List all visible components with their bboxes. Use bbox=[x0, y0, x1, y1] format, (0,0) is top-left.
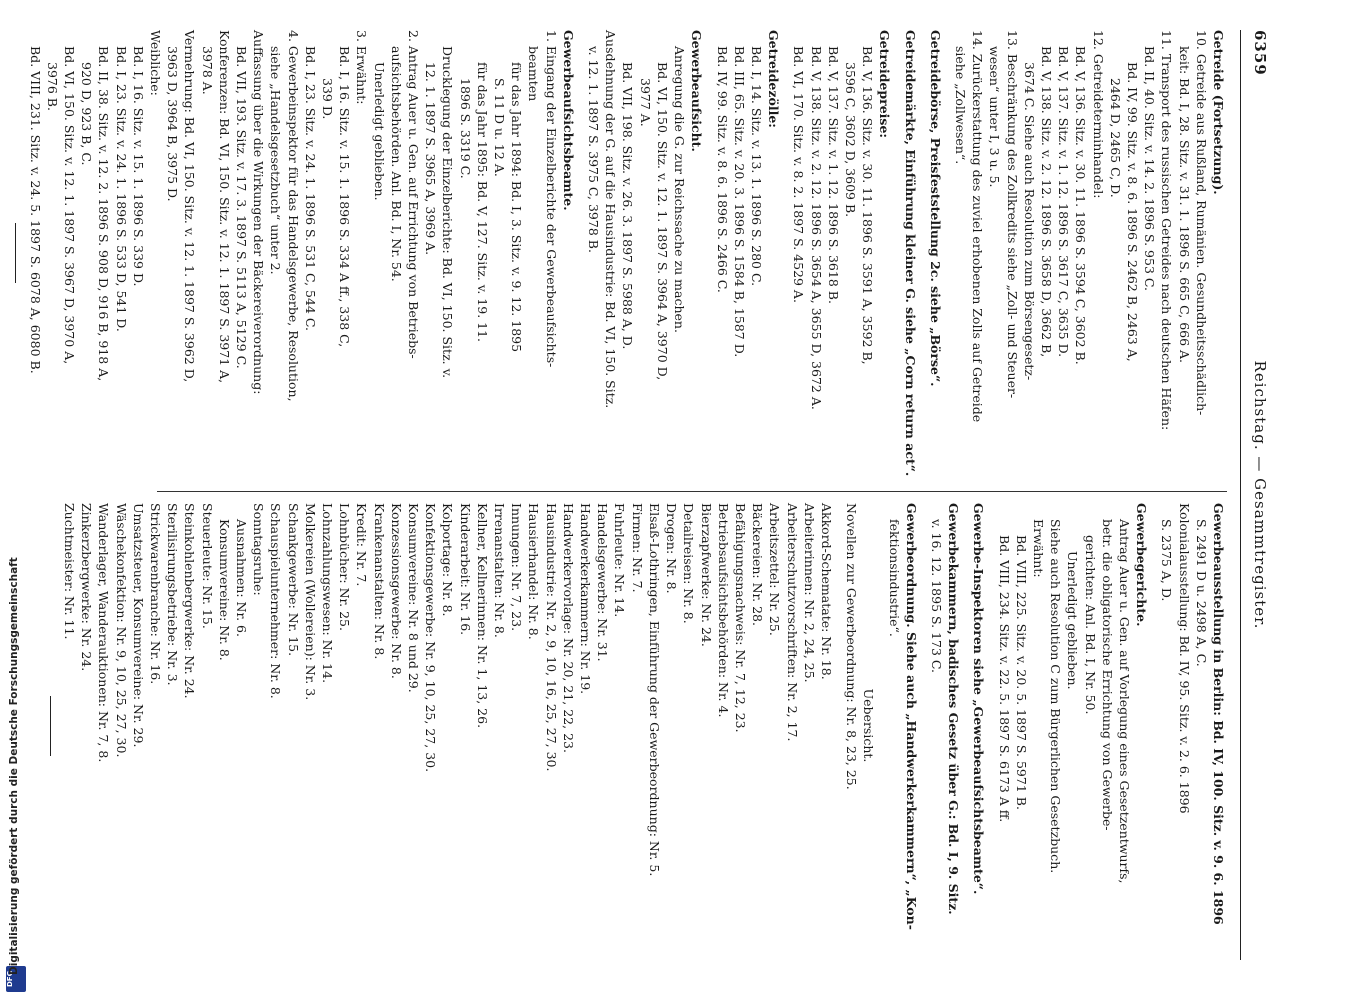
index-line: Bd. VIII, 234. Sitz. v. 22. 5. 1897 S. 6173 A ff. bbox=[996, 535, 1012, 823]
index-line: Kellner, Kellnerinnen: Nr. 1, 13, 26. bbox=[474, 503, 490, 729]
index-line: wesen“ unter I, 3 u. 5. bbox=[987, 46, 1003, 188]
index-line: Bd. VII, 198. Sitz. v. 26. 3. 1897 S. 5988 A, D. bbox=[620, 62, 636, 350]
index-line bbox=[987, 503, 995, 948]
index-line: Bd. I, 23. Sitz. v. 24. 1. 1896 S. 533 D, 541 D. bbox=[113, 46, 129, 332]
index-line: Unerledigt geblieben. bbox=[1065, 551, 1081, 690]
index-line: Zuchtmeister: Nr. 11. bbox=[62, 503, 77, 640]
index-line: Firmen: Nr. 7. bbox=[629, 503, 645, 593]
index-line: Lohnzahlungswesen: Nr. 14. bbox=[320, 503, 336, 684]
document-page bbox=[27, 30, 1293, 960]
index-line: keit: Bd. I, 28. Sitz. v. 31. 1. 1896 S. 665 C, 666 A. bbox=[1176, 46, 1192, 364]
index-line: Molkereien (Wollereien): Nr. 3. bbox=[302, 503, 318, 701]
index-line: 12. 1. 1897 S. 3965 A, 3969 A. bbox=[423, 62, 439, 256]
index-line: Erwähnt: bbox=[1030, 519, 1046, 578]
index-line: für das Jahr 1894: Bd. I, 3. Sitz. v. 9. 12. 1895 bbox=[509, 62, 525, 353]
index-line bbox=[577, 30, 585, 475]
index-line: Drucklegung der Einzelberichte: Bd. VI, 150. Sitz. v. bbox=[440, 46, 456, 379]
index-line: 2. Antrag Auer u. Gen. auf Errichtung von Betriebs- bbox=[406, 30, 422, 359]
index-line: Schauspielunternehmer: Nr. 8. bbox=[268, 503, 284, 699]
index-line: Konzessionsgewerbe: Nr. 8. bbox=[388, 503, 404, 679]
index-line: Bd. V, 137. Sitz. v. 1. 12. 1896 S. 3618 B. bbox=[825, 46, 841, 304]
index-line: Bd. IV, 99. Sitz. v. 8. 6. 1896 S. 2462 B, 2463 A, bbox=[1124, 62, 1140, 362]
index-line: 920 D, 923 B, C. bbox=[79, 62, 95, 166]
index-line: Auffassung über die Wirkungen der Bäckereiverordnung: bbox=[251, 30, 267, 395]
index-line: Sterilisirungsbetriebe: Nr. 3. bbox=[165, 503, 181, 686]
index-line bbox=[1150, 503, 1158, 948]
index-line: 2464 D, 2465 C, D. bbox=[1107, 78, 1123, 198]
index-line: S. 2375 A, D. bbox=[1159, 519, 1175, 602]
index-line: Sonntagsruhe: bbox=[251, 503, 267, 596]
index-line: Bd. I, 16. Sitz. v. 15. 1. 1896 S. 339 D. bbox=[130, 46, 146, 287]
index-line: S. 11 D u. 12 A. bbox=[492, 78, 508, 177]
index-heading: Getreidemärkte, Einführung kleiner G. siehe „Corn return act“. bbox=[902, 30, 918, 477]
index-line: Bd. V, 136. Sitz. v. 30. 11. 1896 S. 3591 A, 3592 B, bbox=[860, 46, 876, 365]
index-line: Kredit: Nr. 7. bbox=[354, 503, 370, 587]
index-line: Bd. VI, 170. Sitz. v. 8. 2. 1897 S. 4529 A. bbox=[791, 46, 807, 303]
index-line: Unerledigt geblieben. bbox=[371, 62, 387, 201]
index-column-right bbox=[62, 503, 1227, 948]
index-line: Vermehrung: Bd. VI, 150. Sitz. v. 12. 1. 1897 S. 3962 D, bbox=[182, 30, 198, 383]
index-heading: Getreidepreise: bbox=[877, 30, 893, 139]
index-heading: Gewerbe-Inspektoren siehe „Gewerbeaufsichtsbeamte“. bbox=[971, 503, 987, 895]
index-line: Bd. I, 14. Sitz. v. 13. 1. 1896 S. 280 C. bbox=[748, 46, 764, 287]
index-line: Detailreisen: Nr. 8. bbox=[681, 503, 697, 624]
index-heading: Gewerbegerichte. bbox=[1134, 503, 1150, 627]
index-line: v. 16. 12. 1895 S. 173 C. bbox=[928, 519, 944, 674]
index-line: Bd. V, 137. Sitz. v. 1. 12. 1896 S. 3617 C, 3635 D. bbox=[1056, 46, 1072, 358]
index-line: 4. Gewerbeinspektor für das Handelsgewerbe, Resolution, bbox=[285, 30, 301, 402]
index-line: Lohnbücher: Nr. 25. bbox=[337, 503, 353, 631]
index-line: fektionsindustrie“. bbox=[886, 519, 902, 637]
index-line: Bd. II, 38. Sitz. v. 12. 2. 1896 S. 908 D, 916 B, 918 A, bbox=[96, 46, 112, 382]
index-line: Innungen: Nr. 7, 23. bbox=[509, 503, 525, 632]
index-line: siehe „Handelsgesetzbuch“ unter 2. bbox=[268, 46, 284, 275]
index-line: Antrag Auer u. Gen. auf Vorlegung eines Gesetzentwurfs, bbox=[1116, 519, 1132, 884]
digitization-credit bbox=[8, 0, 26, 1000]
page-number: 6359 bbox=[1251, 30, 1269, 76]
index-line: Bd. V, 138. Sitz. v. 2. 12. 1896 S. 3654 A, 3655 D, 3672 A. bbox=[808, 46, 824, 410]
index-heading: Gewerbeausstellung in Berlin: Bd. IV, 100. Sitz. v. 9. 6. 1896 bbox=[1211, 503, 1226, 925]
index-line: Bd. II, 40. Sitz. v. 14. 2. 1896 S. 953 C. bbox=[1142, 46, 1158, 291]
index-line: Bd. III, 65. Sitz. v. 20. 3. 1896 S. 1584 B, 1587 D. bbox=[731, 46, 747, 358]
index-line: 10. Getreide aus Rußland, Rumänien. Gesundheitsschädlich- bbox=[1193, 30, 1209, 416]
index-line: Arbeiterinnen: Nr. 2, 24, 25. bbox=[801, 503, 817, 683]
index-line: Bd. VIII, 231. Sitz. v. 24. 5. 1897 S. 6078 A, 6080 B. bbox=[27, 46, 43, 374]
index-line: Irrenanstalten: Nr. 8. bbox=[492, 503, 508, 638]
index-line: Befähigungsnachweis: Nr. 7, 12, 23. bbox=[732, 503, 748, 733]
index-line: Fuhrleute: Nr. 14. bbox=[612, 503, 628, 618]
index-line: Arbeitszettel: Nr. 25. bbox=[767, 503, 783, 636]
index-line: Ausnahmen: Nr. 6. bbox=[234, 519, 250, 637]
index-line: 1896 S. 3319 C. bbox=[457, 78, 473, 179]
index-line: siehe „Zollwesen“. bbox=[952, 46, 968, 165]
index-heading: Getreidebörse, Preisfeststellung 2c. siehe „Börse“. bbox=[927, 30, 943, 387]
index-line: Bd. VI, 150. Sitz. v. 12. 1. 1897 S. 3964 A, 3970 D, bbox=[654, 62, 670, 381]
index-line: 3978 A. bbox=[199, 46, 215, 95]
index-line: Kolonialausstellung: Bd. IV, 95. Sitz. v. 2. 6. 1896 bbox=[1176, 503, 1192, 814]
index-line: Betriebsaufsichtsbehörden: Nr. 4. bbox=[715, 503, 731, 718]
index-line: Hausindustrie: Nr. 2, 9, 10, 16, 25, 27, 30. bbox=[543, 503, 559, 772]
index-line: 3963 D, 3964 B, 3975 D. bbox=[165, 46, 181, 202]
index-line: aufsichtsbehörden. Anl. Bd. I, Nr. 54. bbox=[388, 46, 404, 282]
index-line: 3977 A. bbox=[637, 78, 653, 127]
index-line: Akkord-Schematate: Nr. 18. bbox=[818, 503, 834, 680]
dfg-logo-icon: DFG bbox=[6, 966, 26, 992]
index-line: beamten bbox=[526, 46, 542, 102]
index-column-left bbox=[27, 30, 1227, 477]
index-line: für das Jahr 1895: Bd. V, 127. Sitz. v. 19. 11. bbox=[474, 62, 490, 343]
index-line: Novellen zur Gewerbeordnung: Nr. 8, 23, 25. bbox=[844, 503, 860, 790]
index-line: Krankenanstalten: Nr. 8. bbox=[371, 503, 387, 660]
index-line: Bd. I, 16. Sitz. v. 15. 1. 1896 S. 334 A ff., 338 C, bbox=[337, 46, 353, 348]
index-line: 11. Transport des russischen Getreides nach deutschen Häfen: bbox=[1159, 30, 1175, 431]
index-line: Zinkerzbergwerke: Nr. 24. bbox=[79, 503, 95, 672]
index-heading: Gewerbeaufsichtsbeamte. bbox=[560, 30, 576, 211]
index-line: Steuerleute: Nr. 15. bbox=[199, 503, 215, 629]
column-divider bbox=[157, 491, 1227, 492]
index-heading: Getreide (Fortsetzung). bbox=[1211, 30, 1226, 195]
index-line: S. 2491 D u. 2498 A, C. bbox=[1193, 519, 1209, 667]
index-line bbox=[919, 30, 927, 475]
index-line: Handwerkerkammern: Nr. 19. bbox=[578, 503, 594, 695]
index-line: 12. Getreideterminhandel: bbox=[1090, 30, 1106, 199]
index-line: Weibliche: bbox=[148, 30, 164, 96]
index-line: Bd. IV, 99. Sitz. v. 8. 6. 1896 S. 2466 C. bbox=[714, 46, 730, 293]
index-line: Wäschekonfektion: Nr. 9, 10, 25, 27, 30. bbox=[113, 503, 129, 758]
index-line: Wanderlager, Wanderauktionen: Nr. 7, 8. bbox=[96, 503, 112, 763]
index-line bbox=[782, 30, 790, 475]
index-line: 1. Eingang der Einzelberichte der Gewerbeaufsichts- bbox=[543, 30, 559, 368]
index-line: 3596 C, 3602 D, 3609 B. bbox=[842, 62, 858, 218]
index-heading: Gewerbekammern, badisches Gesetz über G.: Bd. I, 9. Sitz. bbox=[946, 503, 962, 915]
index-line: 339 D. bbox=[320, 78, 336, 120]
index-heading: Gewerbeaufsicht. bbox=[689, 30, 705, 152]
index-line: Bd. V, 138. Sitz. v. 2. 12. 1896 S. 3658 D, 3662 B, bbox=[1038, 46, 1054, 358]
index-line: Arbeiterschutzvorschriften: Nr. 2, 17. bbox=[784, 503, 800, 742]
index-line bbox=[962, 503, 970, 948]
digitization-credit-text: Digitalisierung gefördert durch die Deutsche Forschungsgemeinschaft bbox=[8, 557, 20, 975]
index-line bbox=[835, 503, 843, 948]
index-line: Bd. I, 23. Sitz. v. 24. 1. 1896 S. 531 C, 544 C. bbox=[302, 46, 318, 331]
index-line: Uebersicht. bbox=[861, 688, 877, 763]
index-line: Bd. VIII, 225. Sitz. v. 20. 5. 1897 S. 5971 B. bbox=[1013, 535, 1029, 810]
index-line: Umsatzsteuer, Konsumvereine: Nr. 29. bbox=[130, 503, 146, 748]
index-line: Konsumvereine: Nr. 8. bbox=[216, 519, 232, 661]
index-line: Handelsgewerbe: Nr. 31. bbox=[595, 503, 611, 662]
index-heading: Gewerbeordnung. Siehe auch „Handwerkerkammern“, „Kon- bbox=[903, 503, 919, 930]
index-line bbox=[877, 503, 885, 948]
index-line: Steinkohlenbergwerke: Nr. 24. bbox=[182, 503, 198, 699]
index-line: Bd. VI, 150. Sitz. v. 12. 1. 1897 S. 3967 D, 3970 A, bbox=[62, 46, 77, 365]
index-line bbox=[893, 30, 901, 475]
index-line bbox=[944, 30, 952, 475]
index-line: Bd. VII, 193. Sitz. v. 17. 3. 1897 S. 5113 A, 5129 C. bbox=[234, 46, 250, 369]
index-line: gerichten: Anl. Bd. I, Nr. 50. bbox=[1082, 535, 1098, 715]
index-line: Bierzapfwerke: Nr. 24. bbox=[698, 503, 714, 647]
index-line: Hausierhandel: Nr. 8. bbox=[526, 503, 542, 640]
index-line: 3674 C. Siehe auch Resolution zum Börsengesetz- bbox=[1021, 62, 1037, 381]
index-line: Konfektionsgewerbe: Nr. 9, 10, 25, 27, 30. bbox=[423, 503, 439, 773]
index-line: Anregung die G. zur Reichssache zu machen. bbox=[672, 46, 688, 333]
index-line: 3976 B. bbox=[44, 62, 60, 111]
index-line: Bäckereien: Nr. 28. bbox=[750, 503, 766, 626]
index-line bbox=[920, 503, 928, 948]
index-line: Strickwarenbranche: Nr. 16. bbox=[148, 503, 164, 685]
index-line: Kolportage: Nr. 8. bbox=[440, 503, 456, 617]
index-line: Bd. V, 136. Sitz. v. 30. 11. 1896 S. 3594 C, 3602 B. bbox=[1073, 46, 1089, 365]
page-title: Reichstag. — Gesammtregister. bbox=[1251, 360, 1269, 630]
index-line: Handwerkervorlage: Nr. 20, 21, 22, 23. bbox=[560, 503, 576, 753]
index-line: Elsaß-Lothringen, Einführung der Gewerbeordnung: Nr. 5. bbox=[646, 503, 662, 877]
index-line: Konsumvereine: Nr. 8 und 29. bbox=[406, 503, 422, 693]
index-line: 3. Erwähnt: bbox=[354, 30, 370, 105]
page-header bbox=[1240, 30, 1273, 960]
index-line: Siehe auch Resolution C zum Bürgerlichen Gesetzbuch. bbox=[1048, 519, 1064, 874]
index-line: Drogen: Nr. 8. bbox=[664, 503, 680, 594]
index-line: Schankgewerbe: Nr. 15. bbox=[285, 503, 301, 657]
index-line: 14. Zurückerstattung des zuviel erhobenen Zolls auf Getreide bbox=[970, 30, 986, 423]
index-line bbox=[705, 30, 713, 475]
index-line: Konferenzen: Bd. VI, 150. Sitz. v. 12. 1. 1897 S. 3971 A, bbox=[216, 30, 232, 384]
index-line: v. 12. 1. 1897 S. 3975 C, 3978 B. bbox=[586, 46, 602, 253]
index-line: betr. die obligatorische Errichtung von Gewerbe- bbox=[1099, 519, 1115, 831]
index-line: Kinderarbeit: Nr. 16. bbox=[457, 503, 473, 636]
index-line: 13. Beschränkung des Zollkredits siehe „Zoll- und Steuer- bbox=[1004, 30, 1020, 399]
index-heading: Getreidezölle: bbox=[766, 30, 782, 128]
end-rule bbox=[50, 696, 51, 756]
index-line: Ausdehnung der G. auf die Hausindustrie: Bd. VI, 150. Sitz. bbox=[603, 30, 619, 409]
